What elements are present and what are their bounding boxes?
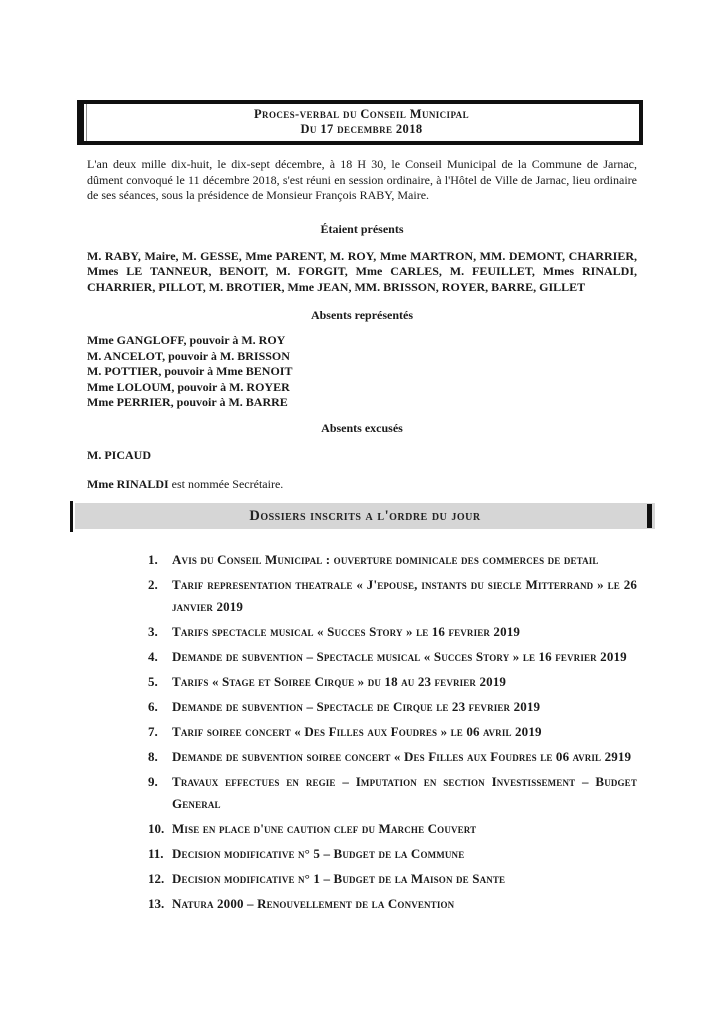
agenda-item: [148, 893, 637, 915]
section-heading-presents: Étaient présents: [320, 221, 404, 236]
agenda-item-text: Demande de subvention – Spectacle de Cirque le 23 fevrier 2019: [172, 698, 541, 714]
secretary-note: [87, 477, 637, 493]
agenda-item-number: 6.: [148, 698, 158, 714]
absent-represente-line: Mme PERRIER, pouvoir à M. BARRE: [87, 395, 288, 409]
absent-represente-line: M. ANCELOT, pouvoir à M. BRISSON: [87, 348, 290, 363]
agenda-item-number: 11.: [148, 845, 164, 861]
agenda-item-number: 8.: [148, 748, 158, 764]
header-box: [77, 100, 643, 145]
agenda-item: [148, 721, 637, 743]
agenda-item: [148, 818, 637, 840]
section-heading-absents-representes: Absents représentés: [310, 308, 414, 322]
absent-excuse-line: M. PICAUD: [87, 447, 151, 462]
agenda-item-text: Tarif soiree concert « Des Filles aux Foudres » le 06 avril 2019: [172, 723, 542, 739]
agenda-item-text: Mise en place d'une caution clef du Marche Couvert: [172, 820, 477, 836]
agenda-item-number: 2.: [148, 576, 158, 592]
agenda-item: [148, 868, 637, 890]
agenda-item-number: 13.: [148, 895, 165, 911]
agenda-item: [148, 574, 637, 618]
agenda-banner-title: Dossiers inscrits a l'ordre du jour: [249, 507, 481, 524]
agenda-item-text: Avis du Conseil Municipal : ouverture dominicale des commerces de detail: [172, 551, 599, 567]
section-heading-absents-excuses: Absents excusés: [321, 420, 403, 435]
header-date: Du 17 decembre 2018: [300, 122, 423, 136]
agenda-item-number: 12.: [148, 870, 165, 886]
agenda-banner: [75, 503, 655, 529]
agenda-item-number: 10.: [148, 820, 165, 836]
agenda-item-text: Demande de subvention soiree concert « Des Filles aux Foudres le 06 avril 2919: [172, 748, 632, 764]
intro-paragraph: L'an deux mille dix-huit, le dix-sept décembre, à 18 H 30, le Conseil Municipal de la Commune de Jarnac, dûment convoqué le 11 décembre 2018, s'est réuni en session ordinaire, à l'Hôtel de Ville de Jarnac, lieu ordinaire de ses séances, sous la présidence de Monsieur François RABY, Maire.: [87, 157, 637, 202]
agenda-item: [148, 746, 637, 768]
agenda-item: [148, 671, 637, 693]
agenda-item-text: Demande de subvention – Spectacle musical « Succes Story » le 16 fevrier 2019: [172, 648, 627, 664]
agenda-item-number: 7.: [148, 723, 158, 739]
absent-represente-line: Mme LOLOUM, pouvoir à M. ROYER: [87, 379, 290, 394]
agenda-item: [148, 843, 637, 865]
agenda-item-number: 5.: [148, 673, 158, 689]
agenda-item: [148, 771, 637, 815]
agenda-item: [148, 549, 637, 571]
agenda-item-text: Tarifs spectacle musical « Succes Story » le 16 fevrier 2019: [172, 623, 521, 639]
absent-represente-line: Mme GANGLOFF, pouvoir à M. ROY: [87, 333, 286, 347]
agenda-item-text: Tarifs « Stage et Soiree Cirque » du 18 au 23 fevrier 2019: [172, 673, 507, 689]
secretary-note-text: est nommée Secrétaire.: [168, 477, 284, 491]
agenda-item-text: Natura 2000 – Renouvellement de la Convention: [172, 895, 455, 911]
header-title: Proces-verbal du Conseil Municipal: [254, 107, 469, 121]
agenda-item-number: 1.: [148, 551, 158, 567]
agenda-item-number: 3.: [148, 623, 158, 639]
agenda-item-text: Tarif representation theatrale « J'epouse, instants du siecle Mitterrand » le 26 janvier 2019: [172, 576, 637, 614]
absents-representes-list: [87, 333, 637, 411]
left-edge-bar: [70, 501, 73, 532]
absent-represente-line: M. POTTIER, pouvoir à Mme BENOIT: [87, 364, 293, 378]
presents-paragraph: M. RABY, Maire, M. GESSE, Mme PARENT, M. ROY, Mme MARTRON, MM. DEMONT, CHARRIER, Mmes LE TANNEUR, BENOIT, M. FORGIT, Mme CARLES, M. FEUILLET, Mmes RINALDI, CHARRIER, PILLOT, M. BROTIER, Mme JEAN, MM. BRISSON, ROYER, BARRE, GILLET: [87, 248, 637, 294]
agenda-item: [148, 621, 637, 643]
agenda-item: [148, 696, 637, 718]
agenda-item-text: Decision modificative n° 1 – Budget de la Maison de Sante: [172, 870, 506, 886]
agenda-list: [148, 549, 637, 915]
agenda-item-text: Travaux effectues en regie – Imputation en section Investissement – Budget General: [172, 773, 637, 811]
agenda-item-number: 9.: [148, 773, 158, 789]
agenda-item-text: Decision modificative n° 5 – Budget de la Commune: [172, 845, 465, 861]
secretary-name: Mme RINALDI: [87, 477, 169, 491]
right-edge-bar: [647, 504, 652, 528]
agenda-item-number: 4.: [148, 648, 158, 664]
agenda-item: [148, 646, 637, 668]
